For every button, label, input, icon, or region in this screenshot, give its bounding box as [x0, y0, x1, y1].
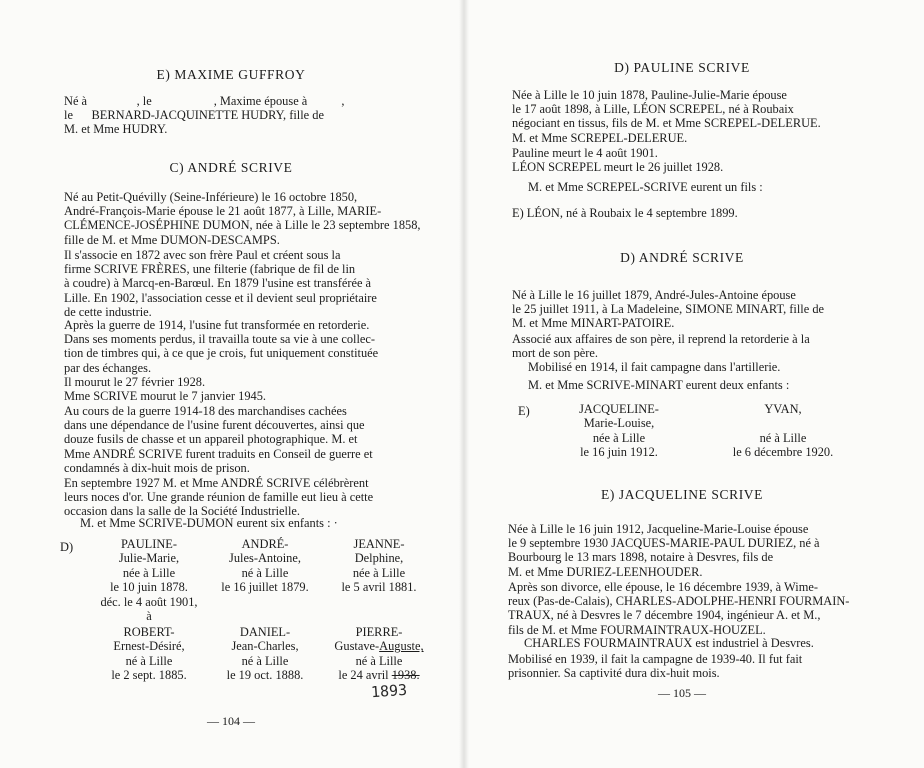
- paragraph-andre-military: Mobilisé en 1914, il fait campagne dans l'artillerie.: [528, 360, 781, 374]
- paragraph-golden-wedding: En septembre 1927 M. et Mme ANDRÉ SCRIVE célébrèrent leurs noces d'or. Une grande réunion de famille eut lieu à cette occasion dans la salle de la Société Industrielle.: [64, 476, 374, 519]
- section-title-maxime-guffroy: E) MAXIME GUFFROY: [156, 67, 306, 82]
- paragraph-jacqueline-remarriage: Après son divorce, elle épouse, le 16 décembre 1939, à Wime- reux (Pas-de-Calais), CHARLES-ADOLPHE-HENRI FOURMAIN- TRAUX, né à Desvres le 7 décembre 1904, ingénieur A. et M., fils de M. et Mme FOURMAINTRAUX-HOUZEL.: [508, 580, 850, 637]
- screpel-children-intro: M. et Mme SCREPEL-SCRIVE eurent un fils :: [528, 180, 763, 194]
- paragraph-deaths: Il mourut le 27 février 1928. Mme SCRIVE mourut le 7 janvier 1945.: [64, 375, 267, 404]
- children-intro: M. et Mme SCRIVE-DUMON eurent six enfants : ·: [80, 516, 338, 530]
- paragraph-stamps: Après la guerre de 1914, l'usine fut transformée en retorderie. Dans ses moments perdus, il travailla toute sa vie à une collec- tion de timbres qui, à ce que je crois, fut uniquement constituée par des échanges.: [64, 318, 379, 375]
- child-andre: ANDRÉ- Jules-Antoine, né à Lille le 16 juillet 1879.: [221, 537, 309, 595]
- section-title-jacqueline-scrive: E) JACQUELINE SCRIVE: [601, 487, 763, 502]
- paragraph-maxime-guffroy: Né à , le , Maxime épouse à , le BERNARD-JACQUINETTE HUDRY, fille de M. et Mme HUDRY.: [64, 94, 345, 137]
- child-leon: E) LÉON, né à Roubaix le 4 septembre 1899.: [512, 206, 738, 220]
- section-title-pauline-scrive: D) PAULINE SCRIVE: [614, 60, 750, 75]
- section-title-andre-scrive-2: D) ANDRÉ SCRIVE: [620, 250, 744, 265]
- minart-children-intro: M. et Mme SCRIVE-MINART eurent deux enfants :: [528, 378, 790, 392]
- child-daniel: DANIEL- Jean-Charles, né à Lille le 19 oct. 1888.: [226, 625, 304, 683]
- page-number-right: — 105 —: [658, 686, 706, 700]
- paragraph-business: Il s'associe en 1872 avec son frère Paul et créent sous la firme SCRIVE FRÈRES, une filterie (fabrique de fil de lin à coudre) à Marcq-en-Barœul. En 1879 l'usine est transférée à Lille. En 1902, l'association cesse et il devient seul propriétaire de cette industrie.: [64, 248, 377, 319]
- child-yvan: YVAN, né à Lille le 6 décembre 1920.: [732, 402, 834, 460]
- handwritten-correction: 1893: [370, 680, 408, 702]
- paragraph-birth-marriage: Né au Petit-Quévilly (Seine-Inférieure) le 16 octobre 1850, André-François-Marie épouse le 21 août 1877, à Lille, MARIE- CLÉMENCE-JOSÉPHINE DUMON, née à Lille le 23 septembre 1858, fille de M. et Mme DUMON-DESCAMPS.: [64, 190, 421, 247]
- child-robert: ROBERT- Ernest-Désiré, né à Lille le 2 sept. 1885.: [111, 625, 187, 683]
- right-page: [462, 0, 924, 768]
- child-jeanne: JEANNE- Delphine, née à Lille le 5 avril 1881.: [341, 537, 417, 595]
- corrected-name: Auguste,: [379, 639, 424, 654]
- paragraph-fourmaintraux-military: Mobilisé en 1939, il fait la campagne de 1939-40. Il fut fait prisonnier. Sa captivité dura dix-huit mois.: [508, 652, 803, 681]
- paragraph-fourmaintraux-job: CHARLES FOURMAINTRAUX est industriel à Desvres.: [524, 636, 814, 650]
- generation-marker-e: E): [518, 404, 530, 418]
- paragraph-jacqueline-marriage: Née à Lille le 16 juin 1912, Jacqueline-Marie-Louise épouse le 9 septembre 1930 JACQUES-MARIE-PAUL DURIEZ, né à Bourbourg le 13 mars 1898, notaire à Desvres, fils de M. et Mme DURIEZ-LEENHOUDER.: [508, 522, 820, 579]
- paragraph-andre-marriage: Né à Lille le 16 juillet 1879, André-Jules-Antoine épouse le 25 juillet 1911, à La Madeleine, SIMONE MINART, fille de M. et Mme MINART-PATOIRE.: [512, 288, 825, 331]
- section-title-andre-scrive: C) ANDRÉ SCRIVE: [169, 160, 293, 175]
- paragraph-andre-business: Associé aux affaires de son père, il reprend la retorderie à la mort de son père.: [512, 332, 810, 361]
- paragraph-pauline-deaths: Pauline meurt le 4 août 1901. LÉON SCREPEL meurt le 26 juillet 1928.: [512, 146, 724, 175]
- paragraph-pauline-marriage: Née à Lille le 10 juin 1878, Pauline-Julie-Marie épouse le 17 août 1898, à Lille, LÉON SCREPEL, né à Roubaix négociant en tissus, fils de M. et Mme SCREPEL-DELERUE. M. et Mme SCREPEL-DELERUE.: [512, 88, 821, 145]
- child-jacqueline: JACQUELINE- Marie-Louise, née à Lille le 16 juin 1912.: [579, 402, 659, 460]
- child-pauline: PAULINE- Julie-Marie, née à Lille le 10 juin 1878. déc. le 4 août 1901, à: [100, 537, 198, 624]
- generation-marker: D): [60, 540, 74, 554]
- struck-year: 1938.: [391, 668, 420, 683]
- paragraph-war: Au cours de la guerre 1914-18 des marchandises cachées dans une dépendance de l'usine furent découvertes, ainsi que douze fusils de chasse et un appareil photographique. M. et Mme ANDRÉ SCRIVE furent traduits en Conseil de guerre et condamnés à dix-huit mois de prison.: [64, 404, 373, 475]
- child-pierre: PIERRE- Gustave-Auguste, né à Lille le 24 avril 1938.: [334, 625, 424, 683]
- page-number-left: — 104 —: [207, 714, 255, 728]
